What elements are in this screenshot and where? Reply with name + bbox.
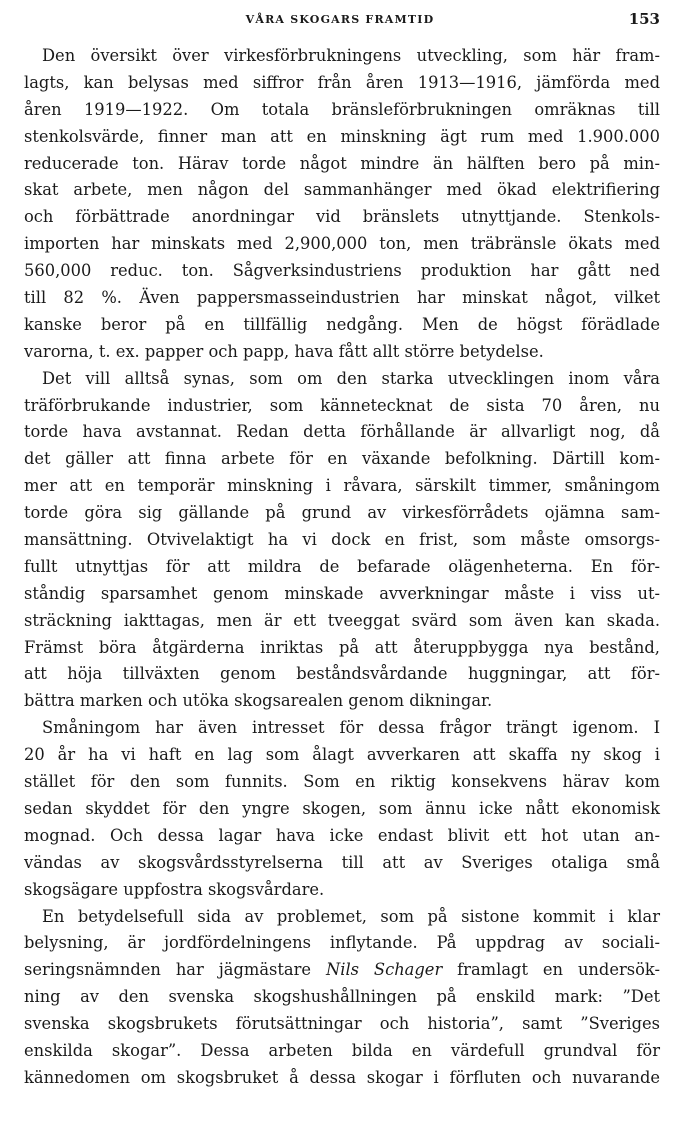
text-line: 20 år ha vi haft en lag som ålagt avverkaren att skaffa ny skog i xyxy=(24,745,660,765)
text-line: stenkolsvärde, finner man att en minskning ägt rum med 1.900.000 xyxy=(24,126,660,146)
text-line: svenska skogsbrukets förutsättningar och historia”, samt ”Sveriges xyxy=(24,1014,660,1034)
text-line: importen har minskats med 2,900,000 ton, men träbränsle ökats med xyxy=(24,234,660,254)
running-title: VÅRA SKOGARS FRAMTID xyxy=(245,13,435,26)
text-line: kanske beror på en tillfällig nedgång. Men de högst förädlade xyxy=(24,314,660,334)
text-line: skogsägare uppfostra skogsvårdare. xyxy=(24,879,325,899)
text-line: Den översikt över virkesförbrukningens utveckling, som här fram- xyxy=(42,46,660,65)
text-line: sträckning iakttagas, men är ett tveeggat svärd som även kan skada. xyxy=(24,610,660,630)
body-text xyxy=(24,43,660,1092)
page-number: 153 xyxy=(628,10,660,28)
text-line: skat arbete, men någon del sammanhänger med ökad elektrifiering xyxy=(24,180,660,200)
text-line: stället för den som funnits. Som en riktig konsekvens härav kom xyxy=(24,772,660,792)
text-line: mer att en temporär minskning i råvara, särskilt timmer, småningom xyxy=(24,476,660,496)
text-fragment: framlagt en undersök- xyxy=(442,960,660,980)
text-line: Småningom har även intresset för dessa frågor trängt igenom. I xyxy=(42,718,660,738)
author-name: Nils Schager xyxy=(325,960,443,980)
text-line: enskilda skogar”. Dessa arbeten bilda en värdefull grundval för xyxy=(24,1040,660,1060)
text-line: torde hava avstannat. Redan detta förhållande är allvarligt nog, då xyxy=(24,422,660,442)
text-line: Det vill alltså synas, som om den starka utvecklingen inom våra xyxy=(42,368,660,388)
text-line: att höja tillväxten genom beståndsvårdande huggningar, att för- xyxy=(24,664,660,684)
text-line: bättra marken och utöka skogsarealen genom dikningar. xyxy=(24,691,493,711)
text-fragment: seringsnämnden har jägmästare xyxy=(24,960,326,980)
text-line: och förbättrade anordningar vid bränslets utnyttjande. Stenkols- xyxy=(24,207,660,227)
text-line: det gäller att finna arbete för en växande befolkning. Därtill kom- xyxy=(24,449,660,469)
text-line: mansättning. Otvivelaktigt ha vi dock en frist, som måste omsorgs- xyxy=(24,530,660,550)
text-line: torde göra sig gällande på grund av virkesförrådets ojämna sam- xyxy=(24,503,660,523)
text-line: En betydelsefull sida av problemet, som på sistone kommit i klar xyxy=(42,906,660,926)
text-line: mognad. Och dessa lagar hava icke endast blivit ett hot utan an- xyxy=(24,825,660,845)
text-line: reducerade ton. Härav torde något mindre än hälften bero på min- xyxy=(24,153,660,173)
text-line: ståndig sparsamhet genom minskade avverkningar måste i viss ut- xyxy=(24,583,660,603)
text-line: träförbrukande industrier, som kännetecknat de sista 70 åren, nu xyxy=(24,395,660,415)
text-line: sedan skyddet för den yngre skogen, som ännu icke nått ekonomisk xyxy=(24,798,660,818)
running-header xyxy=(0,10,680,30)
text-line xyxy=(24,957,660,984)
text-line: Främst böra åtgärderna inriktas på att återuppbygga nya bestånd, xyxy=(24,637,660,657)
text-line: ning av den svenska skogshushållningen på enskild mark: ”Det xyxy=(24,987,660,1007)
text-line: varorna, t. ex. papper och papp, hava fått allt större betydelse. xyxy=(24,341,544,361)
text-line: kännedomen om skogsbruket å dessa skogar i förfluten och nuvarande xyxy=(24,1067,660,1087)
text-line: fullt utnyttjas för att mildra de befarade olägenheterna. En för- xyxy=(24,556,660,576)
text-line: åren 1919—1922. Om totala bränsleförbrukningen omräknas till xyxy=(24,99,660,119)
text-line: 560,000 reduc. ton. Sågverksindustriens produktion har gått ned xyxy=(24,261,660,281)
text-line: vändas av skogsvårdsstyrelserna till att av Sveriges otaliga små xyxy=(24,852,660,872)
text-line: till 82 %. Även pappersmasseindustrien har minskat något, vilket xyxy=(24,288,660,308)
text-line: lagts, kan belysas med siffror från åren 1913—1916, jämförda med xyxy=(24,72,660,92)
text-line: belysning, är jordfördelningens inflytande. På uppdrag av sociali- xyxy=(24,933,660,953)
